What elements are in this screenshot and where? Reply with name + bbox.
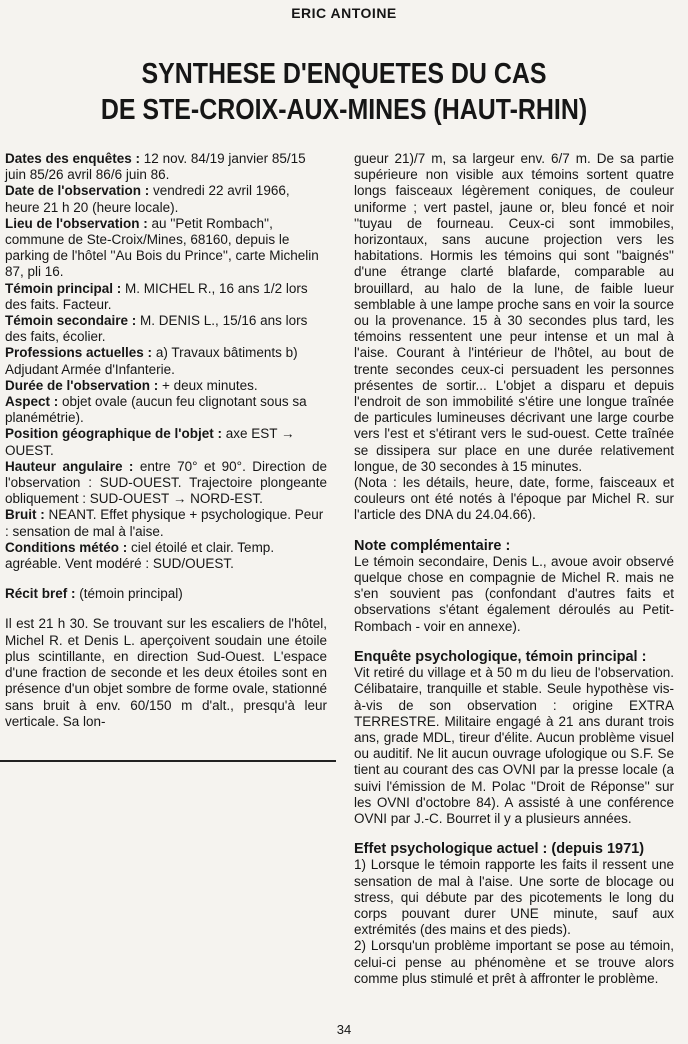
field-aspect: Aspect : objet ovale (aucun feu clignotant sous sa planémétrie). [5, 394, 307, 426]
right-column [354, 151, 674, 987]
title-line-2: DE STE-CROIX-AUX-MINES (HAUT-RHIN) [100, 94, 588, 126]
effet-item-1: 1) Lorsque le témoin rapporte les faits il ressent une sensation de mal à l'aise. Une sorte de blocage ou stress, qui débute par des picotements le long du corps pouvant durer UNE minute, sauf aux extrémités (des mains et des pieds). [354, 857, 674, 938]
column-divider-rule [0, 760, 336, 762]
field-temoin-principal: Témoin principal : M. MICHEL R., 16 ans 1/2 lors des faits. Facteur. [5, 280, 308, 312]
page-number: 34 [336, 1022, 352, 1037]
note-complementaire-heading: Note complémentaire : [354, 537, 511, 554]
field-position: Position géographique de l'objet : axe EST → OUEST. [5, 426, 295, 458]
effet-item-2: 2) Lorsqu'un problème important se pose au témoin, celui-ci pense au phénomène et se trouve alors comme plus stimulé et prêt à affronter le problème. [354, 938, 674, 986]
effet-psychologique-heading: Effet psychologique actuel : (depuis 1971) [354, 841, 645, 858]
enquete-psychologique-heading: Enquête psychologique, témoin principal : [354, 648, 647, 665]
author-name: ERIC ANTOINE [291, 5, 397, 21]
narrative-continued: gueur 21)/7 m, sa largeur env. 6/7 m. De sa partie supérieure non visible aux témoins sortent quatre longs faisceaux légèrement coniques, de couleur uniforme ; vert pastel, jaune or, bleu foncé et noir ''tuyau de fourneau. Ceux-ci sont immobiles, horizontaux, sans aucune projection vers les habitations. Hormis les témoins qui sont ''baignés'' d'une étrange clarté blafarde, comparable au brouillard, au halo de la lune, de faible lueur semblable à une lampe proche sans en voir la source ou la provenance. 15 à 30 secondes plus tard, les témoins ressentent une peur intense et un mal à l'aise. Courant à l'intérieur de l'hôtel, au bout de trente secondes ceux-ci persuadent les personnes présentes de sortir... L'objet a disparu et depuis l'endroit de son immobilité s'étire une longue traînée de particules lumineuses décrivant une large courbe vers l'est et s'étirant vers le sud-ouest. Cette traînée se dissipera sur place en une durée relativement longue, de 30 secondes à 15 minutes. [354, 151, 674, 474]
field-date-observation: Date de l'observation : vendredi 22 avril 1966, heure 21 h 20 (heure locale). [5, 183, 290, 215]
title-line-1: SYNTHESE D'ENQUETES DU CAS [141, 58, 547, 90]
recit-text: Il est 21 h 30. Se trouvant sur les escaliers de l'hôtel, Michel R. et Denis L. aperçoivent soudain une étoile plus scintillante, en direction Sud-Ouest. L'espace d'une fraction de seconde et les deux étoiles sont en présence d'un objet sombre de forme ovale, stationné sans bruit à env. 60/150 m d'alt., presqu'à leur verticale. Sa lon- [5, 616, 327, 729]
note-complementaire-text: Le témoin secondaire, Denis L., avoue avoir observé quelque chose en compagnie de Michel R. mais ne s'en souvient pas (confondant d'autres faits et observations s'étant également déroulés au Petit-Rombach - voir en annexe). [354, 553, 674, 634]
field-recit: Récit bref : (témoin principal) [5, 586, 183, 602]
enquete-psychologique-text: Vit retiré du village et à 50 m du lieu de l'observation. Célibataire, tranquille et stable. Seule hypothèse vis-à-vis de son observation : origine EXTRA TERRESTRE. Militaire engagé à 21 ans durant trois ans, grade MDL, tireur d'élite. Aucun problème visuel ou auditif. Ne lit aucun ouvrage ufologique ou S.F. Se tient au courant des cas OVNI par la presse locale (a suivi l'émission de M. Polac ''Droit de Réponse'' sur les OVNI d'octobre 84). A assisté à une conférence OVNI par J.-C. Bourret il y a plusieurs années. [354, 665, 674, 826]
field-hauteur: Hauteur angulaire : entre 70° et 90°. Direction de l'observation : SUD-OUEST. Trajectoire plongeante obliquement : SUD-OUEST → NORD-EST. [5, 458, 327, 507]
field-meteo: Conditions météo : ciel étoilé et clair. Temp. agréable. Vent modéré : SUD/OUEST. [5, 539, 275, 572]
left-column [5, 151, 327, 730]
nota-paragraph: (Nota : les détails, heure, date, forme, faisceaux et couleurs ont été notés à l'époque par Michel R. sur l'article des DNA du 24.04.66). [354, 475, 674, 523]
field-duree: Durée de l'observation : + deux minutes. [5, 377, 258, 393]
field-temoin-secondaire: Témoin secondaire : M. DENIS L., 15/16 ans lors des faits, écolier. [5, 313, 308, 345]
field-dates: Dates des enquêtes : 12 nov. 84/19 janvier 85/15 juin 85/26 avril 86/6 juin 86. [5, 151, 306, 183]
article-title [48, 56, 640, 128]
field-professions: Professions actuelles : a) Travaux bâtiments b) Adjudant Armée d'Infanterie. [5, 345, 298, 377]
field-lieu: Lieu de l'observation : au ''Petit Rombach'', commune de Ste-Croix/Mines, 68160, depuis le parking de l'hôtel ''Au Bois du Prince'', carte Michelin 87, pli 16. [5, 215, 319, 280]
field-bruit: Bruit : NEANT. Effet physique + psychologique. Peur : sensation de mal à l'aise. [5, 507, 324, 539]
